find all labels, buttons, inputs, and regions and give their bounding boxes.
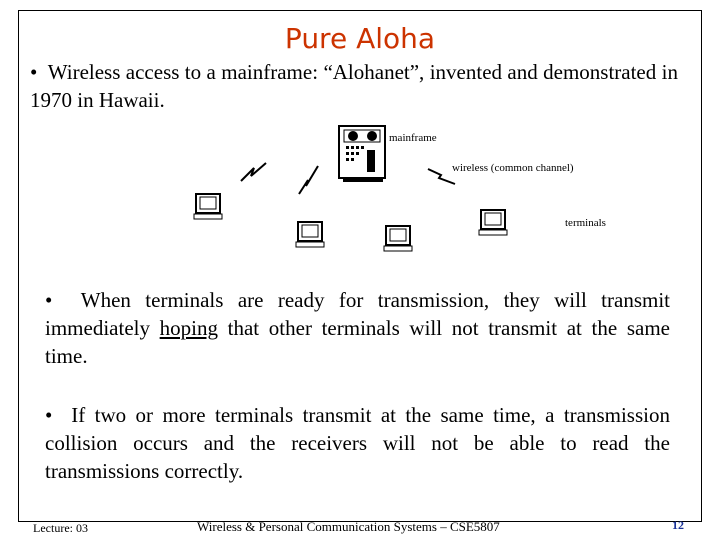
bullet-1: • Wireless access to a mainframe: “Alohanet”, invented and demonstrated in 1970 in Hawaii. bbox=[30, 60, 678, 112]
page-number: 12 bbox=[672, 518, 684, 532]
bullet-2: • When terminals are ready for transmission, they will transmit immediately hoping that other terminals will not transmit at the same time. bbox=[45, 288, 670, 368]
terminal-icon bbox=[479, 210, 507, 235]
footer-lecture: Lecture: 03 bbox=[33, 521, 88, 535]
bullet-3-text: If two or more terminals transmit at the same time, a transmission collision occurs and the receivers will not be able to read the transmissions correctly. bbox=[45, 403, 670, 483]
wireless-bolt-icon bbox=[299, 166, 318, 194]
wireless-bolt-icon bbox=[428, 169, 455, 184]
mainframe-label: mainframe bbox=[389, 132, 437, 144]
mainframe-icon bbox=[339, 126, 385, 182]
footer-course: Wireless & Personal Communication Systems – CSE5807 bbox=[197, 519, 500, 534]
wireless-bolt-icon bbox=[241, 163, 266, 181]
underlined-word: hoping bbox=[159, 316, 218, 340]
wireless-label: wireless (common channel) bbox=[452, 162, 574, 174]
bullet-1-text: Wireless access to a mainframe: “Alohanet”, invented and demonstrated in 1970 in Hawaii. bbox=[30, 60, 678, 112]
terminals-label: terminals bbox=[565, 217, 606, 229]
terminal-icon bbox=[384, 226, 412, 251]
terminal-icon bbox=[194, 194, 222, 219]
bullet-3: • If two or more terminals transmit at the same time, a transmission collision occurs and the receivers will not be able to read the transmissions correctly. bbox=[45, 403, 670, 483]
terminal-icon bbox=[296, 222, 324, 247]
slide-title: Pure Aloha bbox=[284, 22, 436, 55]
